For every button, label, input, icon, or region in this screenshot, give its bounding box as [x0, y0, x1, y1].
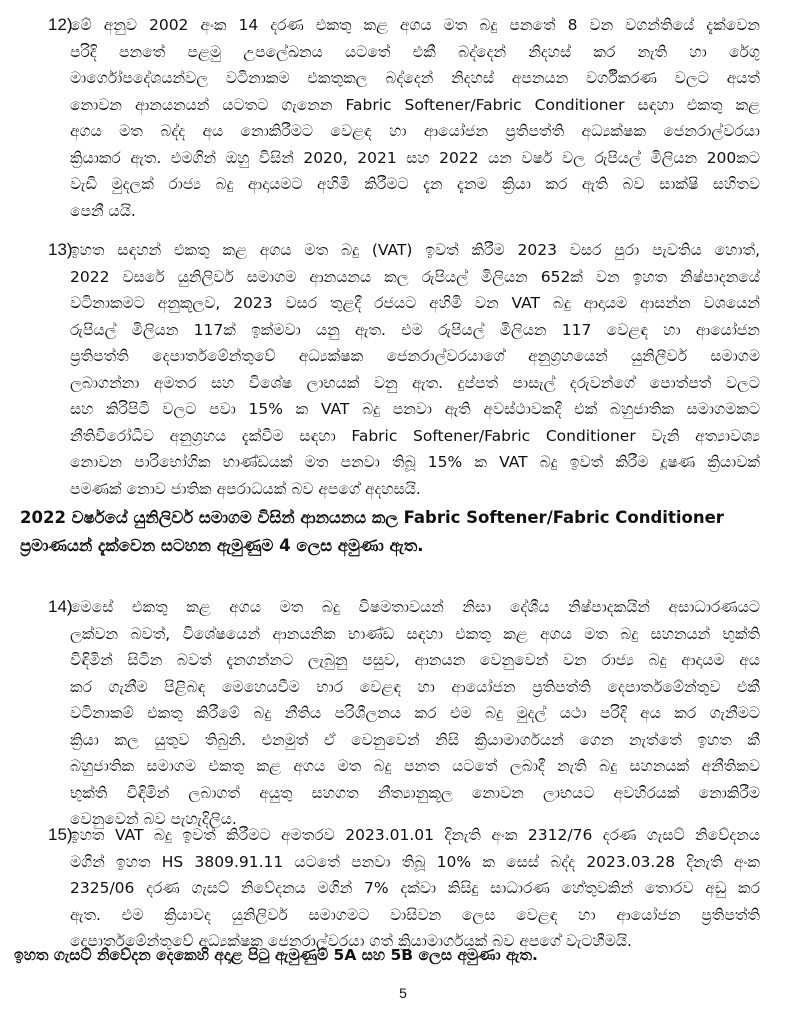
paragraph-15: [48, 822, 760, 955]
text-line: 2325/06 දරණ ගැසට් නිවේදනය මගින් 7% දක්වා කිසිදු සාධාරණ හේතුවකින් තොරව අඩු කර: [70, 879, 760, 897]
paragraph-number: 13): [48, 240, 73, 259]
text-line: සහ කිරිපිටි වලට පවා 15% ක VAT බදු පනවා ඇති අවස්ථාවකදී එක් බහුජාතික සමාගමකට: [70, 400, 760, 418]
text-line: කර ගැනීම පිළිබඳ මෙහෙයවීම භාර වෙළඳ හා ආයෝජන ප්‍රතිපත්ති දෙපාර්තමේන්තුව එකී: [70, 677, 760, 696]
annex-5-note: ඉහත ගැසට් නිවේදන දෙකෙහි අදාළ පිටු ඇමුණුම් 5A සහ 5B ලෙස අමුණා ඇත.: [14, 946, 538, 964]
text-line: ප්‍රතිපත්ති දෙපාර්තමේන්තුවේ අධ්‍යක්ෂක ජෙනරාල්වරයාගේ අනුග්‍රහයෙන් යුනිලීවර් සමාගම: [70, 347, 760, 365]
text-line: දෙපාර්තමේන්තුවේ අධ්‍යක්ෂක ජෙනරාල්වරයා ගත් ක්‍රියාමාර්ගයක් බව අපගේ වැටහීමයි.: [70, 932, 632, 950]
text-line: මගින් ඉහත HS 3809.91.11 යටතේ පනවා තිබූ 10% ක සෙස් බද්ද 2023.03.28 දිනැති අංක: [70, 852, 760, 871]
text-line: පමණක් නොව ජාතික අපරාධයක් බව අපගේ අදහසයි.: [70, 479, 421, 498]
text-line: පෙනී යයි.: [70, 201, 136, 220]
text-line: බහුජාතික සමාගම එකතු කළ අගය මත බදු පනත යටතේ ලබාදී නැති බදු සහනයක් අනීතිකව: [70, 757, 760, 775]
text-line: රුපියල් මිලියන 117ක් ඉක්මවා යනු ඇත. එම රුපියල් මිලියන 117 වෙළඳ හා ආයෝජන: [70, 320, 760, 339]
paragraph-13: [48, 237, 760, 502]
text-line: නීතිවිරෝධීව අනුග්‍රහය දැක්වීම සඳහා Fabric Softener/Fabric Conditioner වැනි අත්‍යාවශ්‍ය: [70, 426, 760, 445]
text-line: භුක්ති විඳිමින් ලබාගත් අයුතු සහගත නීත්‍යානුකූල නොවන ලාභයට අවහිරයක් නොකිරීම: [70, 783, 760, 802]
text-line: ඉහත සඳහන් එකතු කළ අගය මත බදු (VAT) ඉවත් කිරීම 2023 වසර පුරා පැවතිය හොත්,: [70, 241, 760, 259]
text-line: ඉහත VAT බදු ඉවත් කිරීමට අමතරව 2023.01.01 දිනැති අංක 2312/76 දරණ ගැසට් නිවේදනය: [70, 826, 760, 844]
paragraph-number: 15): [48, 825, 73, 844]
text-line: මාර්ගෝපදේශයන්වල වටිනාකම එකතුකල බද්දෙන් නිදහස් අපනයන වර්ගීකරණ වලට අයත්: [70, 69, 760, 87]
text-line: ඇත. එම ක්‍රියාවද යුනිලිවර් සමාගමට වාසිවන ලෙස වෙළඳ හා ආයෝජන ප්‍රතිපත්ති: [70, 905, 760, 924]
text-line: ලක්වන බවත්, විශේෂයෙන් ආනයනික භාණ්ඩ සඳහා එකතු කළ අගය මත බදු සහනයන් භුක්ති: [70, 624, 760, 643]
text-line: ක්‍රියාකර ඇත. එමගින් ඔහු විසින් 2020, 2021 සහ 2022 යන වර්ෂ වල රුපියල් මිලියන 200කට: [70, 148, 760, 167]
heading-line: 2022 වර්ෂයේ යුනිලිවර් සමාගම විසින් ආනයනය කල Fabric Softener/Fabric Conditioner: [20, 508, 724, 527]
text-line: වැඩි මුදලක් රාජ්‍ය බදු ආදායමට අහිමි කිරීමට දැන දැනම ක්‍රියා කර ඇති බව සාක්ෂි සහිතව: [70, 175, 760, 193]
paragraph-14: [48, 594, 760, 833]
text-line: පරිදි පනතේ පළමු උපලේඛනය යටතේ එකී බද්දෙන් නිදහස් කර නැති හා රේගු: [70, 42, 760, 61]
text-line: නොවන ආනයනයන් යටතට ගැනෙන Fabric Softener/Fabric Conditioner සඳහා එකතු කළ: [70, 95, 760, 114]
text-line: අගය මත බද්ද අය නොකිරීමට වෙළඳ හා ආයෝජන ප්‍රතිපත්ති අධ්‍යක්ෂක ජෙනරාල්වරයා: [70, 122, 760, 140]
annex-4-heading: [20, 504, 765, 560]
text-line: නොවන පාරිභෝගික භාණ්ඩයක් මත පනවා තිබූ 15% ක VAT බදු ඉවත් කිරීම දූෂණ ක්‍රියාවක්: [70, 453, 760, 471]
text-line: මේ අනුව 2002 අංක 14 දරණ එකතු කළ අගය මත බදු පනතේ 8 වන වගන්තියේ දැක්වෙන: [70, 16, 760, 34]
text-line: මෙසේ එකතු කළ අගය මත බදු විෂමතාවයන් නිසා දේශීය නිෂ්පාදකයින් අසාධාරණයට: [70, 598, 760, 616]
paragraph-number: 14): [48, 597, 73, 616]
paragraph-12: [48, 12, 760, 224]
heading-line: ප්‍රමාණයන් දැක්වෙන සටහන ඇමුණුම 4 ලෙස අමුණා ඇත.: [20, 536, 424, 555]
text-line: වටිනාකම් එකතු කිරීමේ බදු නීතිය පරිශීලනය කර එම බදු මුදල් යථා පරිදි අය කර ගැනීමට: [70, 704, 760, 722]
text-line: ලබාගන්නා අමතර සහ විශේෂ ලාභයක් වනු ඇත. දුප්පත් පාසැල් දරුවන්ගේ පොත්පත් වලට: [70, 373, 760, 392]
text-line: ක්‍රියා කල යුතුව තිබුනි. එනමුත් ඒ වෙනුවෙන් නිසි ක්‍රියාමාර්ගයන් ගෙන නැත්තේ ඉහත කී: [70, 730, 760, 749]
text-line: විඳිමින් සිටින බවත් දැනගන්නට ලැබුනු පසුව, ආනයන වෙනුවෙන් වන රාජ්‍ය බදු ආදායම අය: [70, 651, 760, 669]
text-line: 2022 වසරේ යුනිලිවර් සමාගම ආනයනය කල රුපියල් මිලියන 652ක් වන ඉහත නිෂ්පාදනයේ: [70, 267, 760, 286]
text-line: වටිනාකමට අනුකූලව, 2023 වසර තුළදී රජයට අහිමි වන VAT බදු ආදායම ආසන්න වශයෙන්: [70, 294, 760, 312]
page-number: 5: [399, 985, 407, 1001]
text-line: වෙනුවෙන් බව පැහැදිලිය.: [70, 810, 237, 828]
paragraph-number: 12): [48, 15, 73, 34]
